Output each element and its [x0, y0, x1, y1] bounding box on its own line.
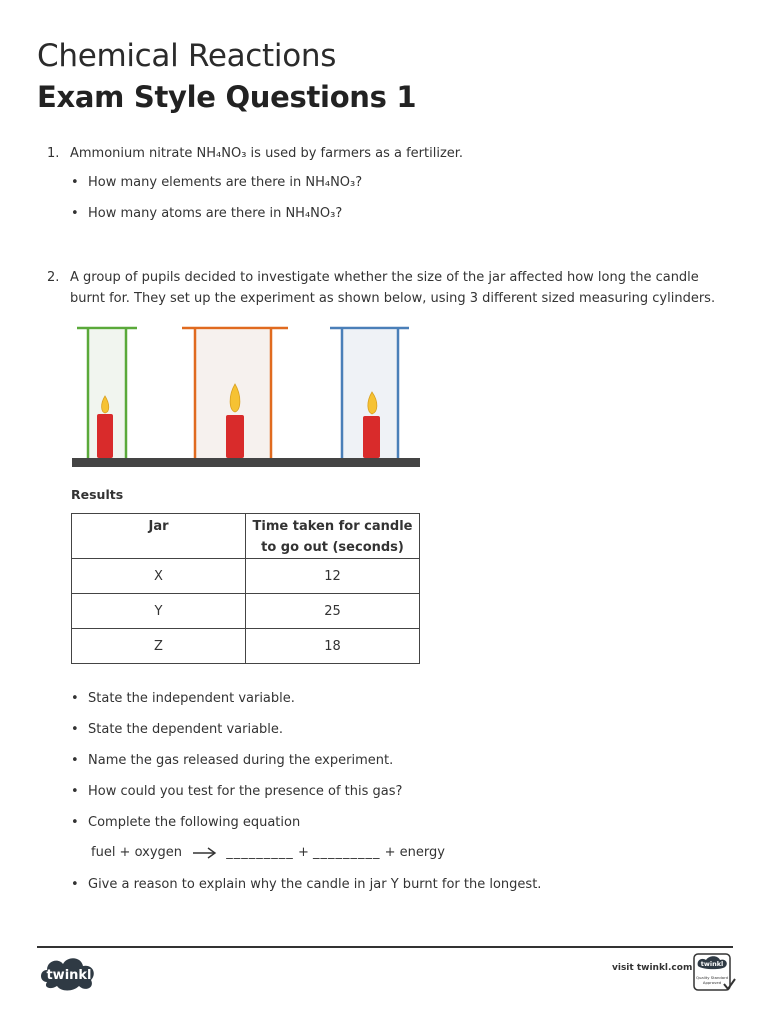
- badge-line1: Quality Standard: [695, 975, 729, 980]
- bullet-text: Complete the following equation: [88, 815, 301, 830]
- bullet-text: State the independent variable.: [88, 691, 295, 706]
- badge-line2: Approved: [702, 980, 722, 985]
- bullet-dot: •: [71, 877, 79, 892]
- bullet-dot: •: [71, 175, 79, 190]
- bullet-text: How could you test for the presence of this gas?: [88, 784, 403, 799]
- table-row: [72, 629, 420, 664]
- logo-text: twinkl: [46, 968, 92, 983]
- bullet-dot: •: [71, 815, 79, 830]
- question-2: [47, 267, 747, 311]
- table-row: [72, 559, 420, 594]
- question-1: [47, 143, 737, 165]
- equation-blank-1[interactable]: _________: [226, 845, 294, 860]
- cell-time: 18: [246, 629, 420, 664]
- badge-logo-text: twinkl: [700, 960, 724, 968]
- visit-link[interactable]: visit twinkl.com: [612, 963, 693, 973]
- header-time-line1: Time taken for candle: [252, 519, 413, 534]
- question-1-text: Ammonium nitrate NH₄NO₃ is used by farmers as a fertilizer.: [70, 146, 464, 161]
- page-subtitle: Exam Style Questions 1: [37, 80, 417, 114]
- cell-jar: Y: [72, 594, 246, 629]
- table-row: [72, 594, 420, 629]
- question-2-text-line1: A group of pupils decided to investigate whether the size of the jar affected how long the candle: [70, 270, 699, 285]
- table-header-row: [72, 514, 420, 559]
- cell-jar: X: [72, 559, 246, 594]
- bullet-dot: •: [71, 784, 79, 799]
- bench: [72, 458, 420, 467]
- bullet-dot: •: [71, 691, 79, 706]
- word-equation: [91, 845, 445, 860]
- task-complete-equation: [71, 815, 300, 830]
- task-give-reason: [71, 877, 541, 892]
- question-2-number: 2.: [47, 270, 60, 285]
- question-1-number: 1.: [47, 146, 60, 161]
- bullet-text: How many elements are there in NH₄NO₃?: [88, 175, 363, 190]
- bullet-dot: •: [71, 722, 79, 737]
- header-time: [246, 514, 420, 559]
- page-title: Chemical Reactions: [37, 38, 337, 74]
- experiment-diagram: [70, 322, 422, 470]
- bullet-text: State the dependent variable.: [88, 722, 284, 737]
- header-jar: Jar: [72, 514, 246, 559]
- quality-badge-icon: [692, 952, 736, 994]
- header-time-line2: to go out (seconds): [261, 540, 404, 555]
- question-1-bullet-atoms: [71, 206, 342, 221]
- bullet-text: Name the gas released during the experiment.: [88, 753, 394, 768]
- task-dependent-variable: [71, 722, 283, 737]
- footer-divider: [37, 946, 733, 948]
- cell-time: 25: [246, 594, 420, 629]
- bullet-text: Give a reason to explain why the candle in jar Y burnt for the longest.: [88, 877, 542, 892]
- results-label: Results: [71, 487, 124, 502]
- equation-right: + energy: [384, 845, 445, 860]
- equation-left: fuel + oxygen: [91, 845, 183, 860]
- bullet-dot: •: [71, 206, 79, 221]
- bullet-dot: •: [71, 753, 79, 768]
- equation-plus: +: [297, 845, 309, 860]
- twinkl-logo-icon: [37, 952, 101, 992]
- arrow-right-icon: [192, 847, 218, 859]
- bullet-text: How many atoms are there in NH₄NO₃?: [88, 206, 343, 221]
- task-independent-variable: [71, 691, 295, 706]
- equation-blank-2[interactable]: _________: [312, 845, 381, 860]
- cell-jar: Z: [72, 629, 246, 664]
- task-name-gas: [71, 753, 393, 768]
- cell-time: 12: [246, 559, 420, 594]
- task-test-gas: [71, 784, 402, 799]
- question-1-bullet-elements: [71, 175, 362, 190]
- question-2-text-line2: burnt for. They set up the experiment as shown below, using 3 different sized measuring cylinders.: [70, 291, 716, 306]
- results-table: [71, 513, 420, 664]
